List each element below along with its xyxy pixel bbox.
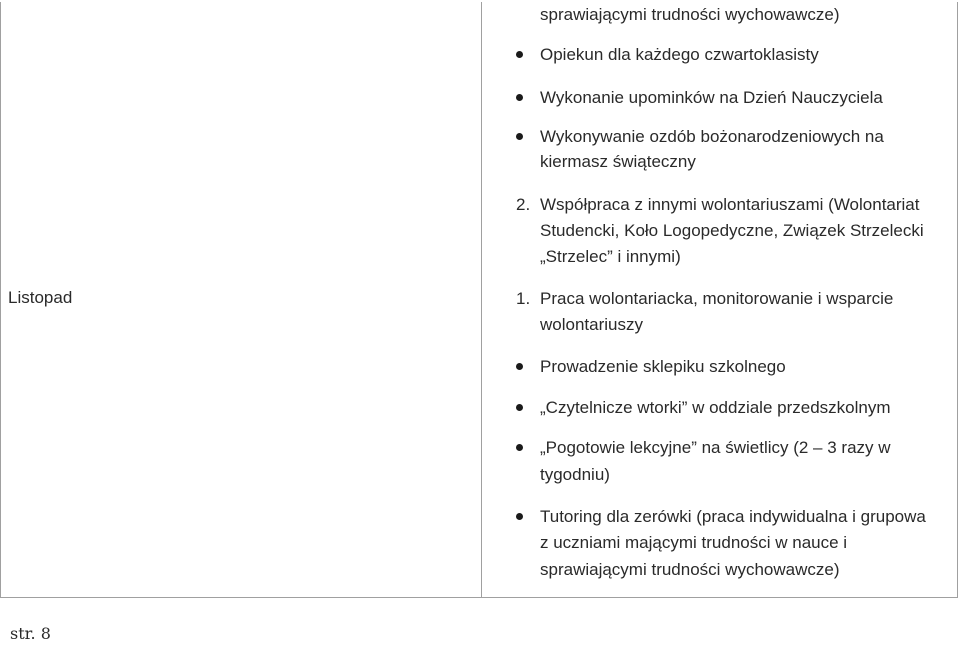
list-item-text: sprawiającymi trudności wychowawcze): [540, 560, 840, 579]
list-item-text: „Pogotowie lekcyjne” na świetlicy (2 – 3 razy w: [540, 438, 891, 457]
bullet-icon: [516, 94, 523, 101]
page-number: str. 8: [10, 624, 51, 643]
bullet-icon: [516, 404, 523, 411]
bullet-icon: [516, 513, 523, 520]
column-divider: [481, 2, 482, 597]
list-number: 2.: [516, 195, 531, 214]
list-item-text: „Strzelec” i innymi): [540, 247, 681, 266]
list-item-text: Wykonanie upominków na Dzień Nauczyciela: [540, 88, 883, 107]
bullet-icon: [516, 444, 523, 451]
month-cell: Listopad: [8, 288, 73, 307]
list-item-text: Studencki, Koło Logopedyczne, Związek Strzelecki: [540, 221, 924, 240]
list-item-text: Tutoring dla zerówki (praca indywidualna i grupowa: [540, 507, 926, 526]
list-number: 1.: [516, 289, 531, 308]
list-item-text: Praca wolontariacka, monitorowanie i wsparcie: [540, 289, 894, 308]
list-item-text: tygodniu): [540, 465, 610, 484]
bullet-icon: [516, 133, 523, 140]
bullet-icon: [516, 51, 523, 58]
list-item-text: Prowadzenie sklepiku szkolnego: [540, 357, 786, 376]
list-item-text: sprawiającymi trudności wychowawcze): [540, 5, 840, 24]
bullet-icon: [516, 363, 523, 370]
list-item-text: wolontariuszy: [540, 315, 643, 334]
list-item-text: Współpraca z innymi wolontariuszami (Wolontariat: [540, 195, 920, 214]
list-item-text: Wykonywanie ozdób bożonarodzeniowych na: [540, 127, 884, 146]
list-item-text: „Czytelnicze wtorki” w oddziale przedszkolnym: [540, 398, 891, 417]
list-item-text: z uczniami mającymi trudności w nauce i: [540, 533, 848, 552]
list-item-text: kiermasz świąteczny: [540, 152, 696, 171]
list-item-text: Opiekun dla każdego czwartoklasisty: [540, 45, 819, 64]
